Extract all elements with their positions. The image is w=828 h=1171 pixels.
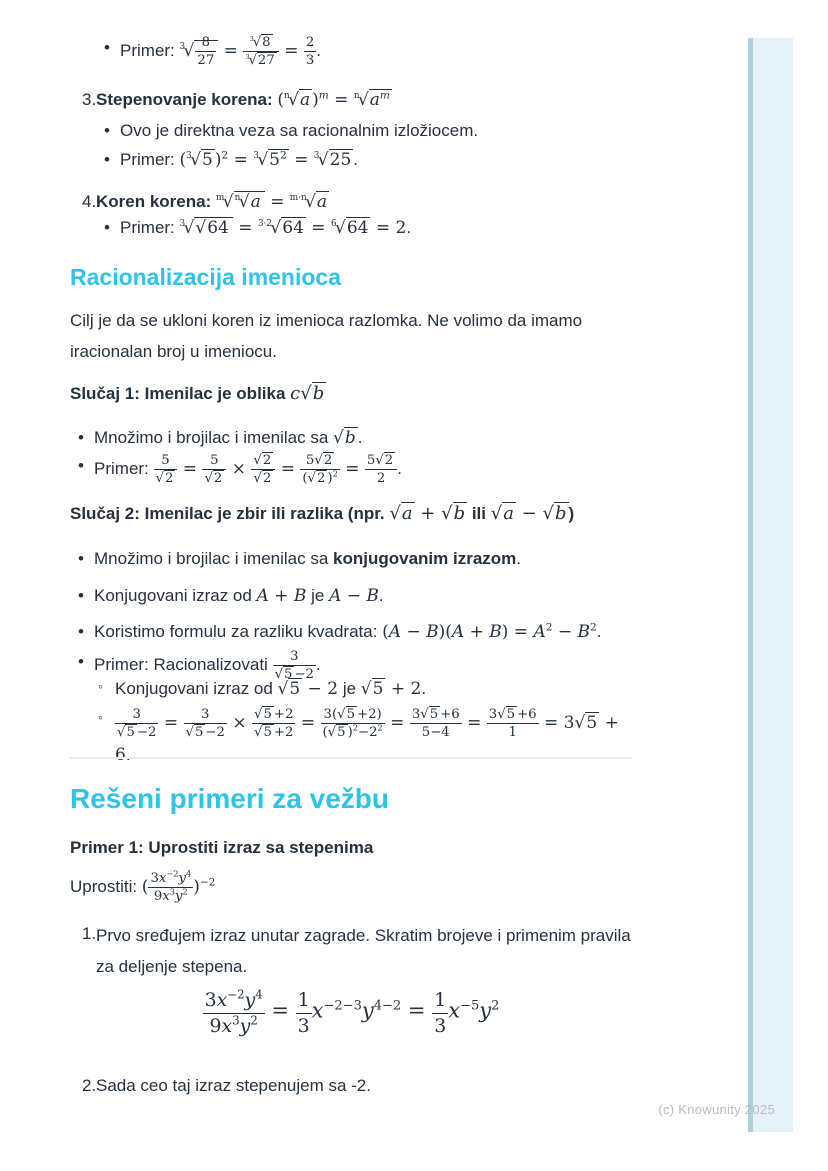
case2-heading: Slučaj 2: Imenilac je zbir ili razlika (npr. √a + √b ili √a − √b )	[70, 503, 575, 524]
list-item-text: $\frac{3}{√5 -2}$ = $\frac{3}{√5 -2}$ × $\frac{√5 +2}{√5 +2}$ = $\frac{3(√5 +2)}{(√5 )^2-2^2}$ = $\frac{3√5 +6}{5-4}$ = $\frac{3√5 +6}{1}$ = 3√5 + 6.	[115, 707, 619, 766]
section-heading: Rešeni primeri za vežbu	[70, 783, 390, 814]
list-item-text: Koristimo formulu za razliku kvadrata: $(A - B)(A + B) = A^2 - B^2$.	[94, 621, 602, 642]
inline-math: $\frac{3}{√5 -2}$	[274, 649, 314, 683]
number-marker: 2.	[82, 1076, 97, 1095]
display-equation: $\frac{3x^{-2}y^4}{9x^3y^2}$ = $\frac{1}{3}$ $x^{-2-3}y^{4-2}$ = $\frac{1}{3}$ $x^{-5}y^2$	[204, 987, 500, 1037]
step-text: Prvo sređujem izraz unutar zagrade. Skratim brojeve i primenim pravila za deljenje stepena.	[96, 926, 631, 977]
case1-heading: Slučaj 1: Imenilac je oblika c√b	[70, 383, 325, 404]
inline-math: ($^3$√5 )$^2 = ^3√5^2 = ^3√25$	[179, 149, 352, 170]
task-line: Uprostiti: ( $\frac{3x^{-2}y^4}{9x^3y^2}$ )$^{-2}$	[70, 868, 216, 905]
bullet-marker: •	[78, 652, 84, 671]
list-item	[70, 34, 632, 69]
inline-math: $^3$√√64 = $^{3\cdot 2}$√64 = $^6$√64 = 2	[179, 218, 407, 238]
list-item-text: Primer: $^3$√ $\frac{8}{27}$ = $\frac{^3√8}{^3√27}$ = $\frac{2}{3}$ .	[120, 34, 322, 69]
sub-list-item	[70, 706, 632, 769]
list-item-text: Množimo i brojilac i imenilac sa √b .	[94, 428, 363, 448]
list-item-text: Primer: ($^3$√5 )$^2 = ^3√5^2 = ^3√25$ .	[120, 149, 359, 170]
section-heading: Racionalizacija imenioca	[70, 264, 342, 290]
list-item	[70, 146, 632, 173]
list-item-text: Primer: $\frac{5}{√2}$ = $\frac{5}{√2}$ × $\frac{√2}{√2}$ = $\frac{5√2}{(√2 )^2}$ = $\frac{5√2}{2}$ .	[94, 453, 402, 487]
list-item	[70, 424, 632, 451]
list-item	[70, 214, 632, 241]
inline-math: $\frac{3}{√5 -2}$ = $\frac{3}{√5 -2}$ × $\frac{√5 +2}{√5 +2}$ = $\frac{3(√5 +2)}{(√5 )^2-2^2}$ = $\frac{3√5 +6}{5-4}$ = $\frac{3√5 +6}{1}$ = 3√5 + 6	[115, 707, 619, 766]
number-marker: 3.	[82, 90, 97, 109]
copyright-text: (c) Knowunity 2025	[658, 1102, 775, 1117]
list-item	[70, 618, 632, 645]
circle-bullet-marker: ◦	[98, 709, 103, 725]
inline-math: A + B	[256, 586, 307, 606]
bullet-marker: •	[78, 549, 84, 568]
step-text: Sada ceo taj izraz stepenujem sa -2.	[96, 1076, 371, 1095]
inline-math: $^3$√ $\frac{8}{27}$ = $\frac{^3√8}{^3√27}$ = $\frac{2}{3}$	[179, 34, 315, 69]
inline-math: $(A - B)(A + B) = A^2 - B^2$	[382, 621, 597, 642]
inline-math: √5 + 2	[360, 679, 422, 699]
inline-math: A − B	[329, 586, 379, 606]
section-divider	[70, 757, 632, 759]
bullet-marker: •	[78, 586, 84, 605]
intro-paragraph: Cilj je da se ukloni koren iz imenioca razlomka. Ne volimo da imamo iracionalan broj u imeniocu.	[70, 311, 583, 361]
inline-math: $^m$√$^n$√a = $^{m\cdot n}$√a	[215, 192, 328, 212]
inline-math: ( $\frac{3x^{-2}y^4}{9x^3y^2}$ )$^{-2}$	[141, 868, 216, 905]
numbered-step	[70, 920, 632, 983]
bullet-marker: •	[104, 218, 110, 237]
numbered-item-text: Koren korena: $^m$√$^n$√a = $^{m\cdot n}$√a	[96, 192, 328, 212]
list-item-text: Primer: Racionalizovati $\frac{3}{√5 -2}$ .	[94, 649, 321, 683]
list-item	[70, 452, 632, 487]
bullet-marker: •	[78, 456, 84, 475]
sub-list-item	[70, 675, 632, 702]
list-item	[70, 545, 632, 572]
inline-math: ($^n$√a )$^m = ^n√a^m$	[277, 89, 390, 110]
inline-math: √5 − 2	[277, 679, 339, 699]
list-item-text: Množimo i brojilac i imenilac sa konjugovanim izrazom.	[94, 549, 522, 568]
list-item-text: Konjugovani izraz od A + B je A − B.	[94, 586, 384, 606]
number-marker: 1.	[82, 924, 97, 943]
example1-heading: Primer 1: Uprostiti izraz sa stepenima	[70, 838, 374, 857]
numbered-item-text: Stepenovanje korena: ($^n$√a )$^m = ^n√a^m$	[96, 89, 390, 110]
inline-math: √a + √b	[389, 503, 466, 524]
list-item	[70, 117, 632, 144]
inline-math: √a − √b	[490, 503, 567, 524]
bullet-marker: •	[104, 150, 110, 169]
bullet-marker: •	[104, 121, 110, 140]
list-item-text: Konjugovani izraz od √5 − 2 je √5 + 2.	[115, 679, 427, 699]
inline-math: $\frac{5}{√2}$ = $\frac{5}{√2}$ × $\frac{√2}{√2}$ = $\frac{5√2}{(√2 )^2}$ = $\frac{5√2}{2}$	[154, 459, 398, 479]
page-right-highlight-bar	[748, 38, 793, 1132]
bullet-marker: •	[78, 622, 84, 641]
inline-math: c√b	[290, 383, 325, 404]
inline-math: √b	[333, 428, 356, 448]
list-item-text: Ovo je direktna veza sa racionalnim izložiocem.	[120, 121, 479, 140]
numbered-item	[70, 188, 632, 215]
bullet-marker: •	[78, 428, 84, 447]
numbered-step	[70, 1072, 632, 1099]
list-item	[70, 582, 632, 609]
number-marker: 4.	[82, 192, 97, 211]
bullet-marker: •	[104, 38, 110, 57]
list-item-text: Primer: $^3$√√64 = $^{3\cdot 2}$√64 = $^6$√64 = 2.	[120, 218, 412, 238]
circle-bullet-marker: ◦	[98, 678, 103, 694]
numbered-item	[70, 86, 632, 113]
